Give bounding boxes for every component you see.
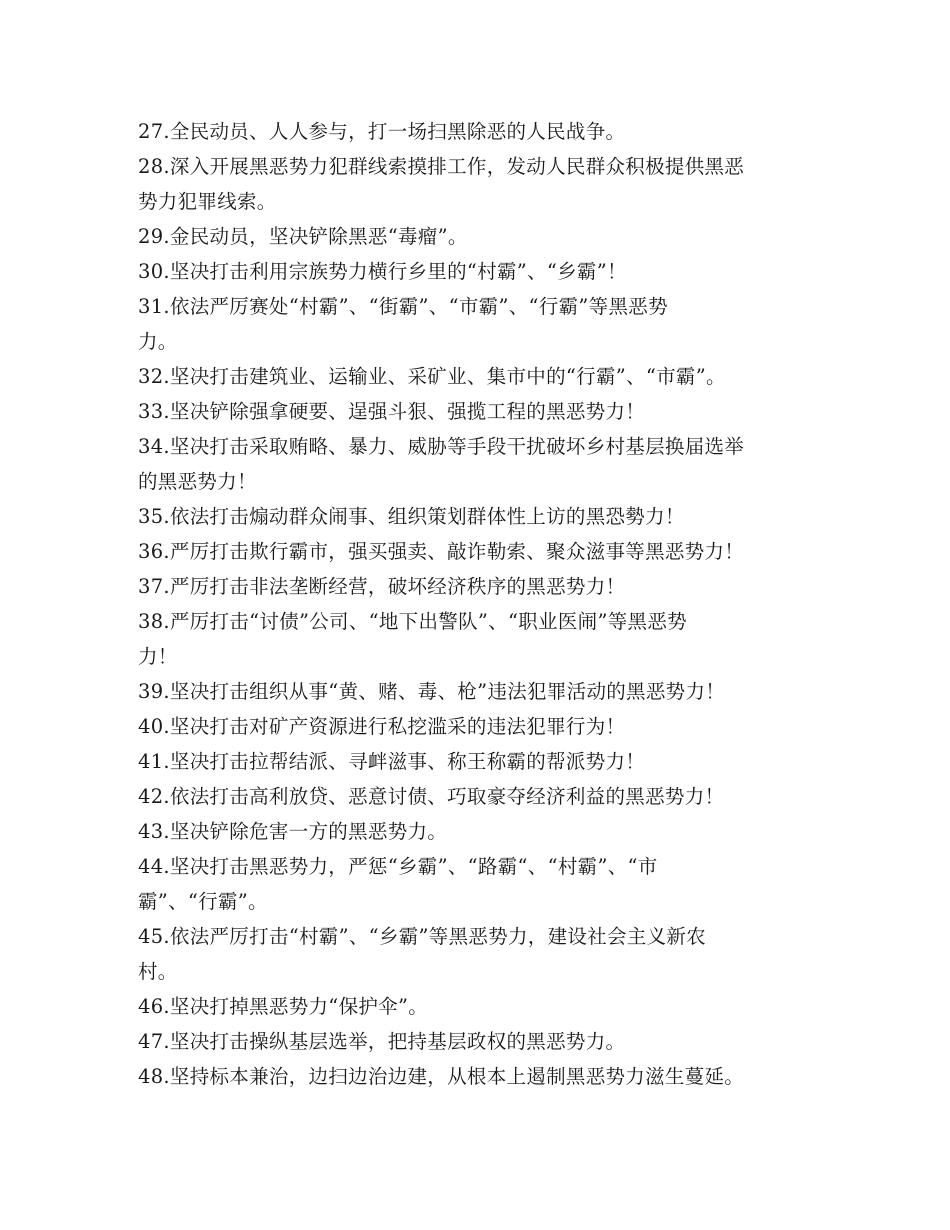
text-line: 的黑恶势力！	[138, 470, 257, 493]
text-line: 37.严厉打击非法垄断经营，破坏经济秩序的黑恶势力！	[138, 575, 626, 598]
text-line: 力。	[138, 330, 178, 353]
text-line: 46.坚决打掉黑恶势力“保护伞”。	[138, 995, 429, 1018]
text-line: 38.严厉打击“讨债”公司、“地下出警队”、“职业医闹”等黑恶势	[138, 610, 687, 633]
text-line: 42.依法打击高利放贷、恶意讨债、巧取豪夺经济利益的黑恶势力！	[138, 785, 725, 808]
text-line: 霸”、“行霸”。	[138, 890, 268, 913]
text-line: 47.坚决打击操纵基层选举，把持基层政权的黑恶势力。	[138, 1030, 626, 1053]
text-line: 27.全民动员、人人参与，打一场扫黑除恶的人民战争。	[138, 120, 626, 143]
text-line: 44.坚决打击黑恶势力，严惩“乡霸”、“路霸“、“村霸”、“市	[138, 855, 658, 878]
text-line: 36.严厉打击欺行霸市，强买强卖、敲诈勒索、聚众滋事等黑恶势力！	[138, 540, 745, 563]
text-line: 31.依法严厉赛处“村霸”、“街霸”、“市霸”、“行霸”等黑恶势	[138, 295, 668, 318]
document-body	[138, 114, 818, 1094]
text-line: 30.坚决打击利用宗族势力横行乡里的“村霸”、“乡霸”！	[138, 260, 627, 283]
text-line: 32.坚决打击建筑业、运输业、采矿业、集市中的“行霸”、“市霸”。	[138, 365, 726, 388]
text-line: 34.坚决打击采取贿略、暴力、威胁等手段干扰破坏乡村基层换届选举	[138, 435, 745, 458]
text-line: 村。	[138, 960, 178, 983]
text-line: 33.坚决铲除强拿硬要、逞强斗狠、强揽工程的黑恶势力！	[138, 400, 646, 423]
text-line: 43.坚决铲除危害一方的黑恶势力。	[138, 820, 448, 843]
text-line: 39.坚决打击组织从事“黄、赌、毒、枪”违法犯罪活动的黑恶势力！	[138, 680, 726, 703]
text-line: 势力犯罪线索。	[138, 190, 277, 213]
text-line: 45.依法严厉打击“村霸”、“乡霸”等黑恶势力，建设社会主义新农	[138, 925, 706, 948]
text-line: 48.坚持标本兼治，边扫边治边建，从根本上遏制黑恶势力滋生蔓延。	[138, 1065, 745, 1088]
text-line: 28.深入开展黑恶势力犯群线索摸排工作，发动人民群众积极提供黑恶	[138, 155, 745, 178]
text-line: 力！	[138, 645, 178, 668]
text-line: 40.坚决打击对矿产资源进行私挖滥采的违法犯罪行为！	[138, 715, 626, 738]
text-line: 29.金民动员，坚决铲除黑恶“毒瘤”。	[138, 225, 468, 248]
text-line: 41.坚决打击拉帮结派、寻衅滋事、称王称霸的帮派势力！	[138, 750, 646, 773]
text-line: 35.依法打击煽动群众闹事、组织策划群体性上访的黑恐勢力！	[138, 505, 685, 528]
